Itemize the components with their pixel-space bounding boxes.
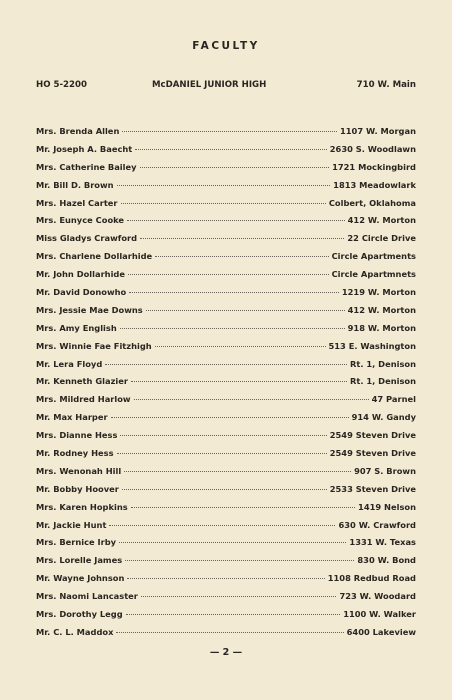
faculty-name: Mr. Joseph A. Baecht xyxy=(36,143,133,154)
faculty-address: 1107 W. Morgan xyxy=(340,126,416,136)
list-item xyxy=(36,520,416,538)
list-item xyxy=(36,376,416,394)
faculty-name: Mrs. Hazel Carter xyxy=(36,197,118,208)
faculty-name: Mr. Jackie Hunt xyxy=(36,519,107,530)
faculty-address: 1100 W. Walker xyxy=(343,609,416,620)
faculty-address: 412 W. Morton xyxy=(347,215,416,226)
faculty-address: 6400 Lakeview xyxy=(346,626,416,637)
school-phone: HO 5-2200 xyxy=(36,80,87,90)
faculty-address: 47 Parnel xyxy=(371,394,416,405)
faculty-list xyxy=(36,126,416,645)
faculty-address: 1721 Mockingbird xyxy=(332,161,416,172)
faculty-address: Rt. 1, Denison xyxy=(349,358,416,369)
faculty-address: 2533 Steven Drive xyxy=(329,483,416,494)
list-item xyxy=(36,305,416,323)
dot-leader xyxy=(111,417,349,418)
faculty-address: Circle Apartmnets xyxy=(331,269,416,280)
dot-leader xyxy=(140,167,330,168)
list-item xyxy=(36,430,416,448)
list-item xyxy=(36,573,416,591)
list-item xyxy=(36,323,416,341)
faculty-name: Mrs. Winnie Fae Fitzhigh xyxy=(36,340,152,351)
faculty-address: 513 E. Washington xyxy=(328,340,416,351)
dot-leader xyxy=(117,453,327,454)
list-item xyxy=(36,466,416,484)
list-item xyxy=(36,448,416,466)
page-number: — 2 — xyxy=(209,647,243,658)
list-item xyxy=(36,233,416,251)
faculty-name: Miss Gladys Crawford xyxy=(36,233,138,244)
dot-leader xyxy=(121,203,326,204)
faculty-name: Mr. Bobby Hoover xyxy=(36,483,119,494)
faculty-address: 630 W. Crawford xyxy=(338,519,416,530)
dot-leader xyxy=(128,274,329,275)
faculty-name: Mr. Lera Floyd xyxy=(36,358,103,369)
faculty-address: 1331 W. Texas xyxy=(349,537,416,548)
faculty-address: 914 W. Gandy xyxy=(351,412,416,423)
faculty-name: Mr. John Dollarhide xyxy=(36,269,125,280)
list-item xyxy=(36,591,416,609)
dot-leader xyxy=(146,310,345,311)
faculty-name: Mr. Max Harper xyxy=(36,412,108,423)
dot-leader xyxy=(125,560,354,561)
list-item xyxy=(36,126,416,144)
faculty-name: Mrs. Lorelle James xyxy=(36,555,123,566)
dot-leader xyxy=(105,364,347,365)
list-item xyxy=(36,269,416,287)
dot-leader xyxy=(134,399,369,400)
faculty-name: Mr. Wayne Johnson xyxy=(36,573,125,584)
faculty-name: Mrs. Naomi Lancaster xyxy=(36,591,138,602)
faculty-address: Colbert, Oklahoma xyxy=(328,197,416,208)
faculty-name: Mrs. Brenda Allen xyxy=(36,126,120,136)
faculty-name: Mrs. Wenonah Hill xyxy=(36,465,122,476)
school-address: 710 W. Main xyxy=(356,80,416,90)
faculty-name: Mrs. Amy English xyxy=(36,322,117,333)
dot-leader xyxy=(127,578,324,579)
faculty-name: Mr. Kenneth Glazier xyxy=(36,376,128,387)
dot-leader xyxy=(122,131,337,132)
faculty-address: Rt. 1, Denison xyxy=(349,376,416,387)
list-item xyxy=(36,359,416,377)
list-item xyxy=(36,198,416,216)
faculty-address: 412 W. Morton xyxy=(347,304,416,315)
faculty-name: Mrs. Jessie Mae Downs xyxy=(36,304,143,315)
dot-leader xyxy=(120,328,345,329)
list-item xyxy=(36,144,416,162)
dot-leader xyxy=(131,507,355,508)
list-item xyxy=(36,537,416,555)
list-item xyxy=(36,180,416,198)
dot-leader xyxy=(122,489,327,490)
faculty-address: 723 W. Woodard xyxy=(339,591,416,602)
faculty-address: 830 W. Bond xyxy=(357,555,416,566)
dot-leader xyxy=(116,632,343,633)
faculty-address: 1419 Nelson xyxy=(358,501,416,512)
list-item xyxy=(36,627,416,645)
list-item xyxy=(36,609,416,627)
faculty-address: 1813 Meadowlark xyxy=(333,179,416,190)
faculty-name: Mrs. Eunyce Cooke xyxy=(36,215,125,226)
faculty-name: Mrs. Dorothy Legg xyxy=(36,609,123,620)
dot-leader xyxy=(129,292,339,293)
list-item xyxy=(36,394,416,412)
faculty-name: Mrs. Karen Hopkins xyxy=(36,501,128,512)
faculty-address: 2549 Steven Drive xyxy=(329,448,416,459)
school-header xyxy=(36,80,416,94)
dot-leader xyxy=(120,435,326,436)
list-item xyxy=(36,555,416,573)
list-item xyxy=(36,502,416,520)
dot-leader xyxy=(131,381,347,382)
faculty-name: Mr. Rodney Hess xyxy=(36,448,114,459)
school-name: McDANIEL JUNIOR HIGH xyxy=(152,80,267,90)
faculty-address: 1108 Redbud Road xyxy=(327,573,416,584)
faculty-address: 22 Circle Drive xyxy=(347,233,416,244)
dot-leader xyxy=(141,596,337,597)
faculty-address: 907 S. Brown xyxy=(354,465,416,476)
list-item xyxy=(36,251,416,269)
faculty-name: Mrs. Bernice Irby xyxy=(36,537,117,548)
faculty-address: 2549 Steven Drive xyxy=(329,430,416,441)
dot-leader xyxy=(155,256,328,257)
faculty-address: 2630 S. Woodlawn xyxy=(329,143,416,154)
faculty-name: Mr. David Donowho xyxy=(36,287,127,298)
list-item xyxy=(36,287,416,305)
faculty-address: 918 W. Morton xyxy=(347,322,416,333)
dot-leader xyxy=(119,542,346,543)
faculty-name: Mrs. Dianne Hess xyxy=(36,430,118,441)
dot-leader xyxy=(126,614,341,615)
faculty-name: Mrs. Mildred Harlow xyxy=(36,394,131,405)
faculty-name: Mrs. Charlene Dollarhide xyxy=(36,251,153,262)
list-item xyxy=(36,412,416,430)
list-item xyxy=(36,484,416,502)
list-item xyxy=(36,341,416,359)
list-item xyxy=(36,162,416,180)
dot-leader xyxy=(127,220,345,221)
faculty-name: Mr. Bill D. Brown xyxy=(36,179,114,190)
page-title: FACULTY xyxy=(192,40,260,52)
dot-leader xyxy=(135,149,327,150)
faculty-name: Mrs. Catherine Bailey xyxy=(36,161,137,172)
faculty-name: Mr. C. L. Maddox xyxy=(36,626,114,637)
dot-leader xyxy=(155,346,326,347)
list-item xyxy=(36,215,416,233)
faculty-address: Circle Apartments xyxy=(331,251,416,262)
dot-leader xyxy=(117,185,331,186)
dot-leader xyxy=(124,471,351,472)
dot-leader xyxy=(109,525,335,526)
faculty-address: 1219 W. Morton xyxy=(341,287,416,298)
dot-leader xyxy=(140,238,344,239)
